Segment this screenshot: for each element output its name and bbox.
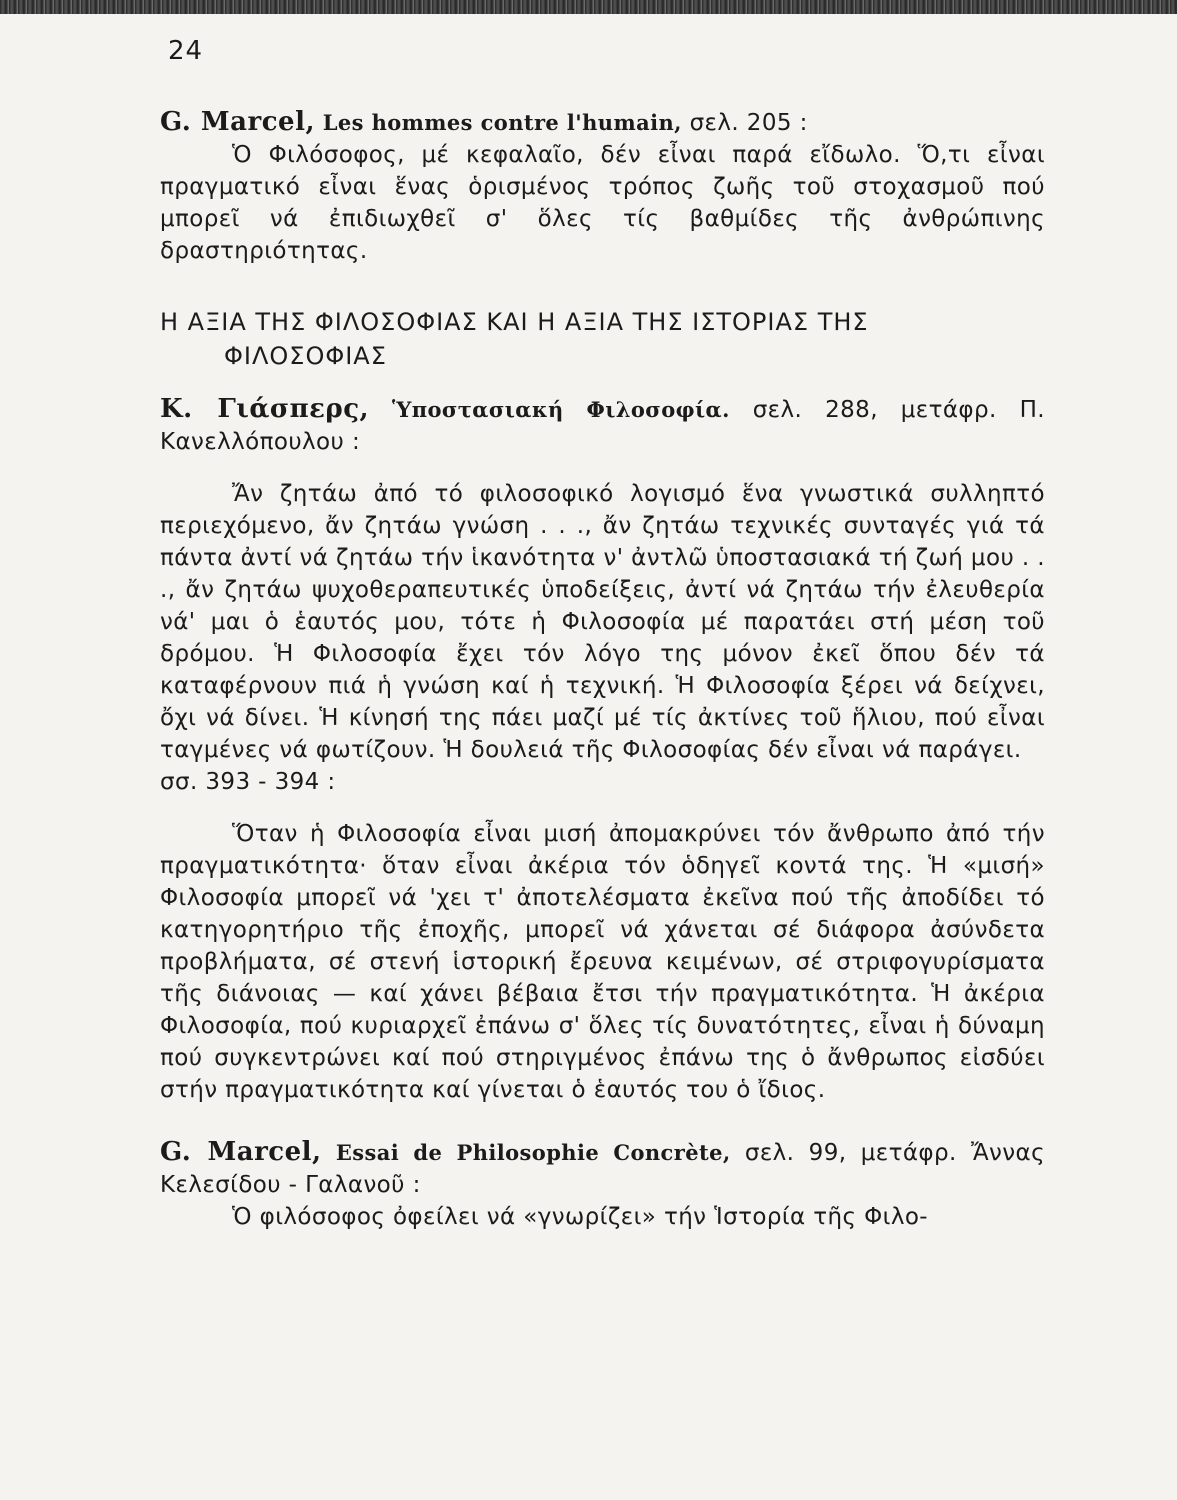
page-body <box>160 106 1045 1233</box>
page-number: 24 <box>168 36 204 66</box>
reference-details: σελ. 205 : <box>689 110 808 136</box>
quote-paragraph: Ὅταν ἡ Φιλοσοφία εἶναι μισή ἀπομακρύνει τόν ἄνθρωπο ἀπό τήν πραγματικότητα· ὅταν εἶναι ἀκέρια τόν ὁδηγεῖ κοντά της. Ἡ «μισή» Φιλοσοφία μπορεῖ νά 'χει τ' ἀποτελέσματα ἐκεῖνα πού τῆς ἀποδίδει τό κατηγορητήριο τῆς ἐποχῆς, μπορεῖ νά χάνεται σέ διάφορα ἀσύνδετα προβλήματα, σέ στενή ἱστορική ἔρευνα κειμένων, σέ στριφογυρίσματα τῆς διάνοιας — καί χάνει βέβαια ἔτσι τήν πραγματικότητα. Ἡ ἀκέρια Φιλοσοφία, πού κυριαρχεῖ ἐπάνω σ' ὅλες τίς δυνατότητες, εἶναι ἡ δύναμη πού συγκεντρώνει καί πού στηριγμένος ἐπάνω της ὁ ἄνθρωπος εἰσδύει στήν πραγματικότητα καί γίνεται ὁ ἑαυτός του ὁ ἴδιος. <box>160 821 1045 1103</box>
reference-author: Κ. Γιάσπερς, <box>160 394 370 424</box>
quote-paragraph: Ὁ φιλόσοφος ὀφείλει νά «γνωρίζει» τήν Ἱστορία τῆς Φιλο- <box>232 1204 928 1230</box>
section-heading-line1: Η ΑΞΙΑ ΤΗΣ ΦΙΛΟΣΟΦΙΑΣ ΚΑΙ Η ΑΞΙΑ ΤΗΣ ΙΣΤΟΡΙΑΣ ΤΗΣ <box>160 308 869 336</box>
reference-author: G. Marcel, <box>160 107 316 137</box>
section-heading-line2: ΦΙΛΟΣΟΦΙΑΣ <box>224 342 387 370</box>
reference-heading-marcel-2 <box>160 1136 1045 1201</box>
reference-title: Essai de Philosophie Concrète, <box>335 1140 731 1165</box>
reference-title: Ὑποστασιακή Φιλοσοφία. <box>391 397 730 422</box>
reference-heading-jaspers <box>160 393 1045 458</box>
reference-details: σελ. 288, μετάφρ. Π. Κανελλόπουλου : <box>160 397 1045 455</box>
reference-heading-marcel-1 <box>160 106 1045 139</box>
reference-details: σελ. 99, μετάφρ. Ἄννας Κελεσίδου - Γαλανοῦ : <box>160 1140 1046 1198</box>
reference-author: G. Marcel, <box>160 1137 322 1167</box>
scan-top-edge <box>0 0 1177 14</box>
section-heading <box>160 305 1045 373</box>
quote-paragraph: Ἄν ζητάω ἀπό τό φιλοσοφικό λογισμό ἕνα γνωστικά συλληπτό περιεχόμενο, ἄν ζητάω γνώση . . ., ἄν ζητάω τεχνικές συνταγές γιά τά πάντα ἀντί νά ζητάω τήν ἱκανότητα ν' ἀντλῶ ὑποστασιακά τή ζωή μου . . ., ἄν ζητάω ψυχοθεραπευτικές ὑποδείξεις, ἀντί νά ζητάω τήν ἐλευθερία νά' μαι ὁ ἑαυτός μου, τότε ἡ Φιλοσοφία μέ παρατάει στή μέση τοῦ δρόμου. Ἡ Φιλοσοφία ἔχει τόν λόγο της μόνον ἐκεῖ ὅπου δέν τά καταφέρνουν πιά ἡ γνώση καί ἡ τεχνική. Ἡ Φιλοσοφία ξέρει νά δείχνει, ὄχι νά δίνει. Ἡ κίνησή της πάει μαζί μέ τίς ἀκτίνες τοῦ ἥλιου, πού εἶναι ταγμένες νά φωτίζουν. Ἡ δουλειά τῆς Φιλοσοφίας δέν εἶναι νά παράγει. <box>160 481 1045 763</box>
quote-paragraph: Ὁ Φιλόσοφος, μέ κεφαλαῖο, δέν εἶναι παρά εἴδωλο. Ὅ,τι εἶναι πραγματικό εἶναι ἕνας ὁρισμένος τρόπος ζωῆς τοῦ στοχασμοῦ πού μπορεῖ νά ἐπιδιωχθεῖ σ' ὅλες τίς βαθμίδες τῆς ἀνθρώπινης δραστηριότητας. <box>160 142 1045 264</box>
sub-reference: σσ. 393 - 394 : <box>160 769 336 795</box>
reference-title: Les hommes contre l'humain, <box>322 110 682 135</box>
